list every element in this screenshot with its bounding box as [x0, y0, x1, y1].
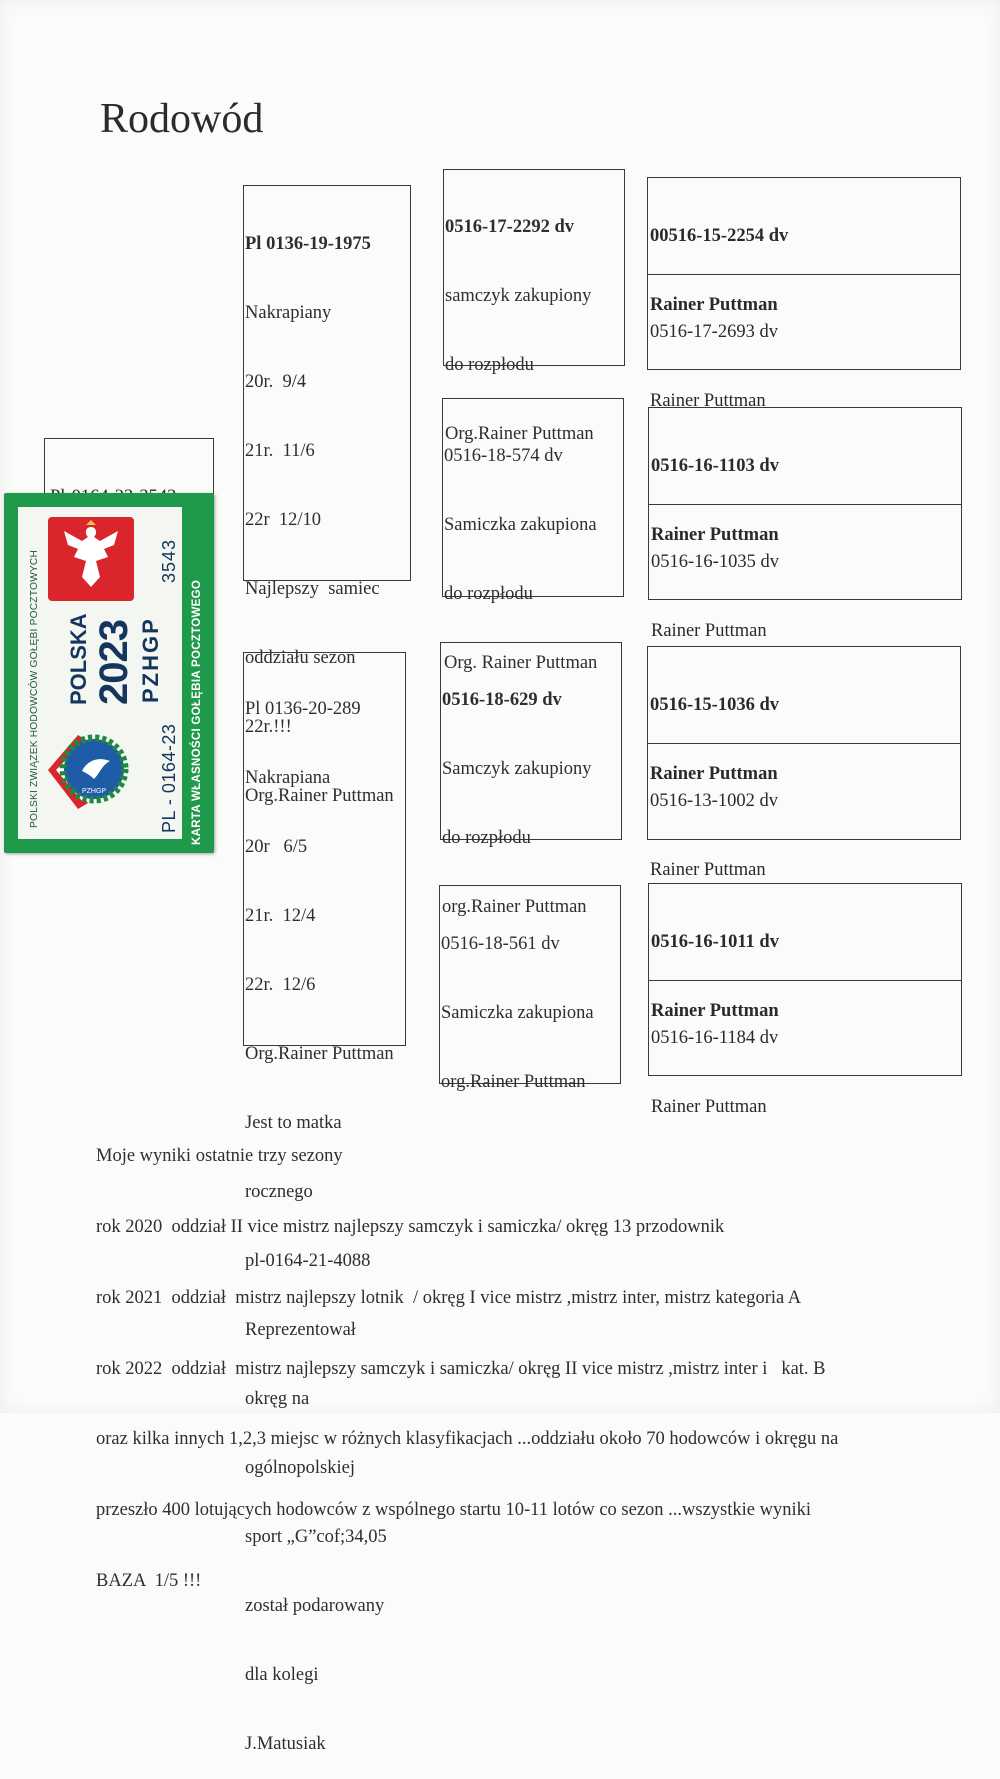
grandparent-line: Org. Rainer Puttman — [444, 653, 598, 673]
card-org: PZHGP — [138, 617, 163, 703]
logo-label: PZHGP — [81, 788, 107, 795]
results-line: oraz kilka innych 1,2,3 miejsc w różnych klasyfikacjach ...oddziału około 70 hodowców i okręgu na — [96, 1429, 839, 1450]
sire-line: Nakrapiany — [245, 303, 332, 323]
card-year: 2023 — [92, 620, 136, 705]
grandparent-text — [441, 887, 594, 1117]
dam-line: J.Matusiak — [245, 1734, 326, 1754]
grandparent-ring: 0516-18-629 dv — [442, 690, 562, 710]
grandparent-line: Samiczka zakupiona — [441, 1003, 594, 1023]
grandparent-line: org.Rainer Puttman — [441, 1072, 586, 1092]
sire-line: 20r. 9/4 — [245, 372, 307, 392]
great-grandparent-breeder: Rainer Puttman — [651, 525, 779, 545]
grandparent-ring: 0516-17-2292 dv — [445, 217, 574, 237]
page-title: Rodowód — [100, 96, 264, 142]
dam-line: ogólnopolskiej — [245, 1458, 355, 1478]
card-ring: PL - 0164-23 — [159, 723, 179, 833]
card-country: POLSKA — [66, 613, 91, 705]
grandparent-line: Samczyk zakupiony — [442, 759, 592, 779]
great-grandparent-breeder: Rainer Puttman — [651, 1001, 779, 1021]
dam-line: sport „G”cof;34,05 — [245, 1527, 387, 1547]
great-grandparent-ring: 0516-17-2693 dv — [650, 322, 778, 342]
great-grandparent-pair — [648, 407, 962, 641]
results-line: przeszło 400 lotujących hodowców z wspólnego startu 10-11 lotów co sezon ...wszystkie wyniki — [96, 1500, 812, 1521]
results-text — [96, 1098, 838, 1617]
dam-line: 22r. 12/6 — [245, 975, 316, 995]
dam-line: dla kolegi — [245, 1665, 319, 1685]
dam-line: pl-0164-21-4088 — [245, 1251, 371, 1271]
results-line: rok 2020 oddział II vice mistrz najlepszy samczyk i samiczka/ okręg 13 przodownik — [96, 1216, 725, 1237]
sire-ring: Pl 0136-19-1975 — [245, 234, 371, 254]
dam-line: Org.Rainer Puttman — [245, 1044, 394, 1064]
great-grandparent-breeder: Rainer Puttman — [651, 1097, 767, 1117]
great-grandparent-pair — [647, 646, 961, 880]
sire-line: 22r.!!! — [245, 717, 292, 737]
great-grandparent-ring: 00516-15-2254 dv — [650, 226, 789, 246]
great-grandparent-pair — [647, 177, 961, 411]
eagle-emblem — [48, 517, 134, 601]
dam-line: 21r. 12/4 — [245, 906, 316, 926]
dam-line: został podarowany — [245, 1596, 385, 1616]
ownership-card — [4, 493, 214, 853]
great-grandparent-breeder: Rainer Puttman — [650, 295, 778, 315]
great-grandparent-breeder: Rainer Puttman — [650, 860, 766, 880]
great-grandparent-ring: 0516-15-1036 dv — [650, 695, 779, 715]
sire-line: 21r. 11/6 — [245, 441, 315, 461]
results-line: BAZA 1/5 !!! — [96, 1570, 202, 1591]
dam-line: 20r 6/5 — [245, 837, 308, 857]
results-line: rok 2022 oddział mistrz najlepszy samczyk i samiczka/ okręg II vice mistrz ,mistrz inter i kat. B — [96, 1358, 826, 1379]
dam-line: okręg na — [245, 1389, 310, 1409]
dam-line: Reprezentował — [245, 1320, 356, 1340]
grandparent-line: do rozpłodu — [444, 584, 533, 604]
great-grandparent-breeder: Rainer Puttman — [650, 764, 778, 784]
sire-line: Najlepszy samiec — [245, 579, 380, 599]
dam-line: Nakrapiana — [245, 768, 331, 788]
card-caption: KARTA WŁASNOŚCI GOŁĘBIA POCZTOWEGO — [191, 579, 203, 845]
sire-line: 22r 12/10 — [245, 510, 322, 530]
grandparent-ring: 0516-18-574 dv — [444, 446, 563, 466]
great-grandparent-ring: 0516-16-1035 dv — [651, 552, 779, 572]
sire-line: oddziału sezon — [245, 648, 356, 668]
grandparent-line: Samiczka zakupiona — [444, 515, 597, 535]
great-grandparent-breeder: Rainer Puttman — [651, 621, 767, 641]
great-grandparent-pair — [648, 883, 962, 1117]
grandparent-line: do rozpłodu — [445, 355, 534, 375]
grandparent-ring: 0516-18-561 dv — [441, 934, 560, 954]
great-grandparent-ring: 0516-13-1002 dv — [650, 791, 778, 811]
sire-line: Org.Rainer Puttman — [245, 786, 394, 806]
results-line: rok 2021 oddział mistrz najlepszy lotnik / okręg I vice mistrz ,mistrz inter, mistrz kategoria A — [96, 1287, 802, 1308]
card-number: 3543 — [159, 538, 179, 583]
card-association: POLSKI ZWIĄZEK HODOWCÓW GOŁĘBI POCZTOWYCH — [29, 550, 40, 828]
dam-line: Jest to matka — [245, 1113, 342, 1133]
grandparent-line: Org.Rainer Puttman — [445, 424, 594, 444]
great-grandparent-breeder: Rainer Puttman — [650, 391, 766, 411]
great-grandparent-ring: 0516-16-1184 dv — [651, 1028, 779, 1048]
grandparent-line: samczyk zakupiony — [445, 286, 592, 306]
great-grandparent-ring: 0516-16-1011 dv — [651, 932, 779, 952]
grandparent-line: org.Rainer Puttman — [442, 897, 587, 917]
pzhgp-logo — [38, 715, 146, 815]
results-line: Moje wyniki ostatnie trzy sezony — [96, 1146, 343, 1167]
dam-line: rocznego — [245, 1182, 313, 1202]
great-grandparent-ring: 0516-16-1103 dv — [651, 456, 779, 476]
grandparent-line: do rozpłodu — [442, 828, 531, 848]
dam-ring: Pl 0136-20-289 — [245, 699, 361, 719]
